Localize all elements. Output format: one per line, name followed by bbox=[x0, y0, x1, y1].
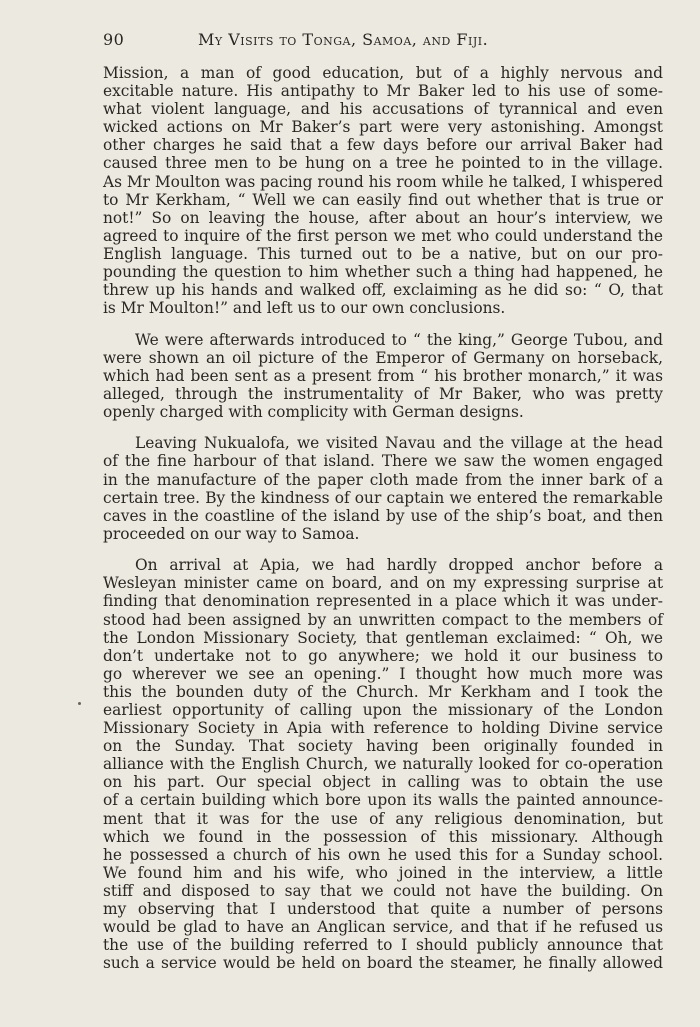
text-line: not!” So on leaving the house, after about an hour’s interview, we bbox=[103, 208, 663, 227]
text-line: We were afterwards introduced to “ the king,” George Tubou, and bbox=[135, 330, 663, 349]
text-line: certain tree. By the kindness of our captain we entered the remarkable bbox=[103, 488, 663, 507]
text-line: Wesleyan minister came on board, and on my expressing surprise at bbox=[103, 574, 663, 593]
paragraph bbox=[103, 64, 663, 317]
text-line: in the manufacture of the paper cloth made from the inner bark of a bbox=[103, 470, 663, 489]
text-line: on the Sunday. That society having been originally founded in bbox=[103, 737, 663, 756]
text-line: were shown an oil picture of the Emperor of Germany on horseback, bbox=[103, 348, 663, 367]
text-line: Missionary Society in Apia with reference to holding Divine service bbox=[103, 719, 663, 738]
text-line: agreed to inquire of the first person we met who could understand the bbox=[103, 226, 663, 245]
text-line: such a service would be held on board the steamer, he finally allowed bbox=[103, 954, 663, 973]
text-line: Leaving Nukualofa, we visited Navau and the village at the head bbox=[135, 434, 663, 453]
text-line: stood had been assigned by an unwritten compact to the members of bbox=[103, 610, 663, 629]
text-line: other charges he said that a few days before our arrival Baker had bbox=[103, 136, 663, 155]
text-line: threw up his hands and walked off, exclaiming as he did so: “ O, that bbox=[103, 281, 663, 300]
page-number: 90 bbox=[103, 30, 125, 49]
text-line: On arrival at Apia, we had hardly dropped anchor before a bbox=[135, 556, 663, 575]
text-line: would be glad to have an Anglican service, and that if he refused us bbox=[103, 918, 663, 937]
text-line: of a certain building which bore upon its walls the painted announce- bbox=[103, 791, 663, 810]
text-line: excitable nature. His antipathy to Mr Baker led to his use of some- bbox=[103, 82, 663, 101]
text-line: the London Missionary Society, that gentleman exclaimed: “ Oh, we bbox=[103, 628, 663, 647]
paragraph bbox=[103, 331, 663, 421]
text-line: caves in the coastline of the island by use of the ship’s boat, and then bbox=[103, 506, 663, 525]
text-line: caused three men to be hung on a tree he pointed to in the village. bbox=[103, 154, 663, 173]
text-line: he possessed a church of his own he used this for a Sunday school. bbox=[103, 845, 663, 864]
text-line: on his part. Our special object in calling was to obtain the use bbox=[103, 773, 663, 792]
text-line: pounding the question to him whether such a thing had happened, he bbox=[103, 263, 663, 282]
paragraph bbox=[103, 434, 663, 543]
text-line: We found him and his wife, who joined in the interview, a little bbox=[103, 863, 663, 882]
text-line: of the fine harbour of that island. There we saw the women engaged bbox=[103, 452, 663, 471]
text-line: stiff and disposed to say that we could not have the building. On bbox=[103, 881, 663, 900]
text-line: English language. This turned out to be a native, but on our pro- bbox=[103, 244, 663, 263]
text-line: alleged, through the instrumentality of Mr Baker, who was pretty bbox=[103, 384, 663, 403]
text-line: As Mr Moulton was pacing round his room while he talked, I whispered bbox=[103, 172, 663, 191]
text-line: proceeded on our way to Samoa. bbox=[103, 524, 360, 543]
text-line: openly charged with complicity with German designs. bbox=[103, 402, 524, 421]
text-line: earliest opportunity of calling upon the missionary of the London bbox=[103, 700, 663, 719]
text-line: go wherever we see an opening.” I thought how much more was bbox=[103, 664, 663, 683]
running-title: My Visits to Tonga, Samoa, and Fiji. bbox=[198, 30, 489, 49]
text-line: my observing that I understood that quite a number of persons bbox=[103, 900, 663, 919]
body-text bbox=[103, 64, 663, 972]
text-line: which had been sent as a present from “ his brother monarch,” it was bbox=[103, 366, 663, 385]
text-line: don’t undertake not to go anywhere; we hold it our business to bbox=[103, 646, 663, 665]
text-line: finding that denomination represented in a place which it was under- bbox=[103, 592, 663, 611]
paragraph bbox=[103, 556, 663, 972]
text-line: what violent language, and his accusations of tyrannical and even bbox=[103, 100, 663, 119]
text-line: to Mr Kerkham, “ Well we can easily find out whether that is true or bbox=[103, 190, 663, 209]
text-line: which we found in the possession of this missionary. Although bbox=[103, 827, 663, 846]
text-line: this the bounden duty of the Church. Mr Kerkham and I took the bbox=[103, 682, 663, 701]
text-line: Mission, a man of good education, but of a highly nervous and bbox=[103, 64, 663, 82]
text-line: wicked actions on Mr Baker’s part were very astonishing. Amongst bbox=[103, 118, 663, 137]
text-line: alliance with the English Church, we naturally looked for co-operation bbox=[103, 755, 663, 774]
text-line: the use of the building referred to I should publicly announce that bbox=[103, 936, 663, 955]
ink-speck bbox=[78, 702, 81, 705]
running-head bbox=[103, 30, 663, 54]
text-line: ment that it was for the use of any religious denomination, but bbox=[103, 809, 663, 828]
text-line: is Mr Moulton!” and left us to our own conclusions. bbox=[103, 299, 506, 318]
